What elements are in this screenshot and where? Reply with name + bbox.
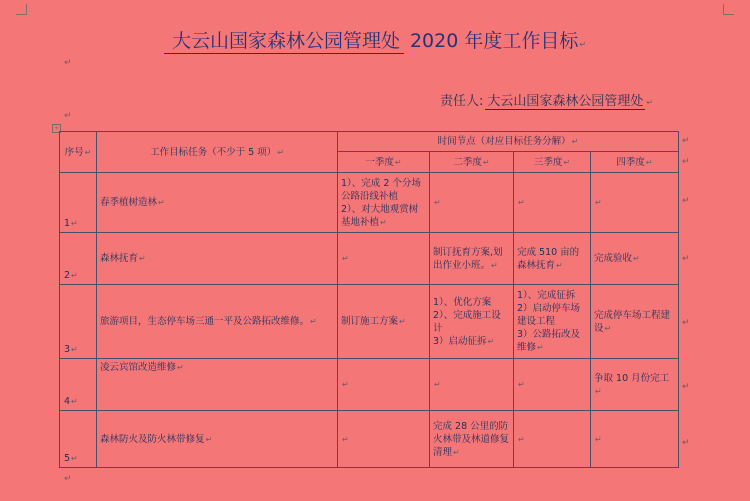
row-end-mark: ↵ (682, 382, 690, 392)
page-corner-mark (723, 4, 734, 15)
row-end-mark: ↵ (682, 136, 690, 146)
row-q2: ↵ (430, 173, 514, 233)
responsible-label: 责任人: (440, 94, 484, 109)
header-q2: 二季度↵ (430, 152, 514, 173)
row-q3: ↵ (514, 411, 591, 468)
row-seq: 2↵ (60, 233, 97, 285)
responsible-line (440, 90, 653, 109)
row-seq: 5↵ (60, 411, 97, 468)
table-row (60, 173, 679, 233)
title-year-goal: 2020 年度工作目标 (409, 30, 579, 52)
paragraph-mark: ↵ (64, 111, 72, 121)
work-goal-table (59, 131, 679, 468)
row-q4: 完成验收↵ (591, 233, 679, 285)
row-end-mark: ↵ (682, 196, 690, 206)
row-q3: ↵ (514, 173, 591, 233)
row-seq: 4↵ (60, 359, 97, 411)
page-corner-mark (16, 4, 27, 15)
table-row (60, 285, 679, 359)
responsible-value: 大云山国家森林公园管理处 (487, 94, 644, 109)
table-header-row (60, 132, 679, 152)
document-title (0, 26, 750, 53)
title-organization: 大云山国家森林公园管理处 (164, 30, 404, 54)
header-q3: 三季度↵ (514, 152, 591, 173)
row-q4: 完成停车场工程建设↵ (591, 285, 679, 359)
row-q3: 完成 510 亩的森林抚育↵ (514, 233, 591, 285)
row-q2: ↵ (430, 359, 514, 411)
row-q1: 制订施工方案↵ (338, 285, 430, 359)
row-end-mark: ↵ (682, 438, 690, 448)
paragraph-mark: ↵ (646, 98, 654, 107)
row-end-mark: ↵ (682, 318, 690, 328)
table-row (60, 359, 679, 411)
row-task: 春季植树造林↵ (97, 173, 338, 233)
row-q1: ↵ (338, 411, 430, 468)
row-q2: 完成 28 公里的防火林带及林道修复清理↵ (430, 411, 514, 468)
header-task: 工作目标任务（不少于 5 项）↵ (97, 132, 338, 173)
header-q4: 四季度↵ (591, 152, 679, 173)
row-task: 旅游项目，生态停车场三通一平及公路拓改维修。↵ (97, 285, 338, 359)
row-q4: 争取 10 月份完工↵ (591, 359, 679, 411)
row-task: 凌云宾馆改造维修↵ (97, 359, 338, 411)
header-timeline: 时间节点（对应目标任务分解）↵ (338, 132, 679, 152)
table-move-handle-icon[interactable]: + (53, 125, 60, 132)
row-q4: ↵ (591, 411, 679, 468)
row-q1: ↵ (338, 233, 430, 285)
paragraph-mark: ↵ (64, 474, 72, 484)
header-q1: 一季度↵ (338, 152, 430, 173)
paragraph-mark: ↵ (64, 58, 72, 68)
row-q1: 1）、完成 2 个分场公路沿线补植 2）、对大地观赏树基地补植↵ (338, 173, 430, 233)
paragraph-mark: ↵ (579, 40, 587, 49)
row-seq: 3↵ (60, 285, 97, 359)
table-row (60, 411, 679, 468)
row-q3: ↵ (514, 359, 591, 411)
row-end-mark: ↵ (682, 254, 690, 264)
table-row (60, 233, 679, 285)
row-q2: 制订抚育方案,划出作业小班。↵ (430, 233, 514, 285)
row-end-mark: ↵ (682, 157, 690, 167)
row-task: 森林抚育↵ (97, 233, 338, 285)
row-q1: ↵ (338, 359, 430, 411)
header-seq: 序号↵ (60, 132, 97, 173)
row-q3: 1）、完成征拆 2）启动停车场建设工程 3）公路拓改及维修↵ (514, 285, 591, 359)
row-q4: ↵ (591, 173, 679, 233)
row-q2: 1）、优化方案 2）、完成施工设计 3）启动征拆↵ (430, 285, 514, 359)
row-seq: 1↵ (60, 173, 97, 233)
row-task: 森林防火及防火林带修复↵ (97, 411, 338, 468)
